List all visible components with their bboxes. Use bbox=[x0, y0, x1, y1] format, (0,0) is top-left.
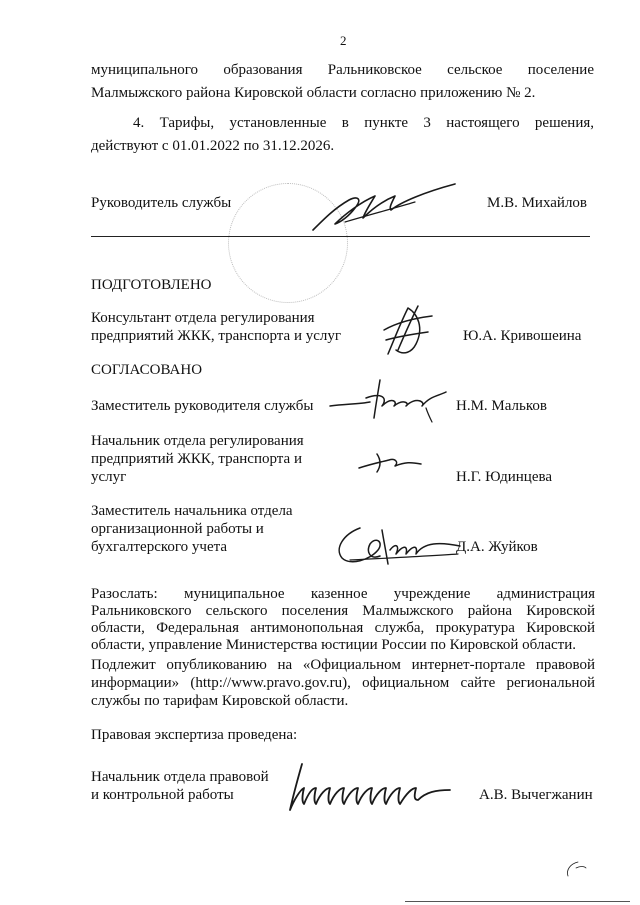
agreed-signer-2-title-line-1: Начальник отдела регулирования bbox=[91, 433, 304, 449]
prepared-heading: ПОДГОТОВЛЕНО bbox=[91, 277, 212, 293]
legal-review-title-line-1: Начальник отдела правовой bbox=[91, 769, 269, 785]
agreed-signer-2-name: Н.Г. Юдинцева bbox=[456, 469, 553, 485]
legal-review-signature-image bbox=[280, 760, 465, 816]
publish-line-1: Подлежит опубликованию на «Официальном интернет-портале правовой bbox=[91, 657, 595, 673]
legal-review-signer-name: А.В. Вычегжанин bbox=[479, 787, 593, 803]
distribution-line-4: области, управление Министерства юстиции России по Кировской области. bbox=[91, 637, 577, 653]
paragraph-1-line-1: муниципального образования Ральниковское сельское поселение bbox=[91, 62, 594, 78]
agreed-signer-1-title: Заместитель руководителя службы bbox=[91, 398, 314, 414]
prepared-signature-image bbox=[378, 300, 438, 360]
bottom-edge-line bbox=[405, 901, 630, 902]
agreed-signer-3-title-line-3: бухгалтерского учета bbox=[91, 539, 228, 555]
agreed-heading: СОГЛАСОВАНО bbox=[91, 362, 203, 378]
page-number: 2 bbox=[340, 33, 347, 48]
agreed-signer-3-title-line-2: организационной работы и bbox=[91, 521, 264, 537]
prepared-title-line-1: Консультант отдела регулирования bbox=[91, 310, 315, 326]
distribution-line-3: области, Федеральная антимонопольная служба, прокуратура Кировской bbox=[91, 620, 595, 636]
head-signer-name: М.В. Михайлов bbox=[487, 195, 588, 211]
agreed-signer-3-title-line-1: Заместитель начальника отдела bbox=[91, 503, 293, 519]
distribution-line-2: Ральниковского сельского поселения Малмыжского района Кировской bbox=[91, 603, 595, 619]
publish-line-3: службы по тарифам Кировской области. bbox=[91, 693, 349, 709]
legal-review-statement: Правовая экспертиза проведена: bbox=[91, 727, 298, 743]
agreed-signer-1-signature-image bbox=[326, 374, 466, 424]
corner-mark bbox=[562, 852, 592, 882]
paragraph-1-line-2: Малмыжского района Кировской области согласно приложению № 2. bbox=[91, 85, 536, 101]
head-signer-title: Руководитель службы bbox=[91, 195, 232, 211]
prepared-title-line-2: предприятий ЖКК, транспорта и услуг bbox=[91, 328, 342, 344]
paragraph-2-line-2: действуют с 01.01.2022 по 31.12.2026. bbox=[91, 138, 335, 154]
legal-review-title-line-2: и контрольной работы bbox=[91, 787, 234, 803]
agreed-signer-3-name: Д.А. Жуйков bbox=[456, 539, 538, 555]
distribution-line-1: Разослать: муниципальное казенное учреждение администрация bbox=[91, 586, 595, 602]
separator-line bbox=[91, 236, 590, 237]
agreed-signer-3-signature-image bbox=[330, 520, 470, 570]
publish-line-2: информации» (http://www.pravo.gov.ru), официальном сайте региональной bbox=[91, 675, 595, 691]
prepared-signer-name: Ю.А. Кривошеина bbox=[463, 328, 582, 344]
agreed-signer-2-title-line-2: предприятий ЖКК, транспорта и bbox=[91, 451, 302, 467]
agreed-signer-2-signature-image bbox=[355, 448, 435, 478]
head-signature-image bbox=[305, 178, 465, 238]
paragraph-2-line-1: 4. Тарифы, установленные в пункте 3 настоящего решения, bbox=[133, 115, 594, 131]
agreed-signer-1-name: Н.М. Мальков bbox=[456, 398, 547, 414]
agreed-signer-2-title-line-3: услуг bbox=[91, 469, 127, 485]
